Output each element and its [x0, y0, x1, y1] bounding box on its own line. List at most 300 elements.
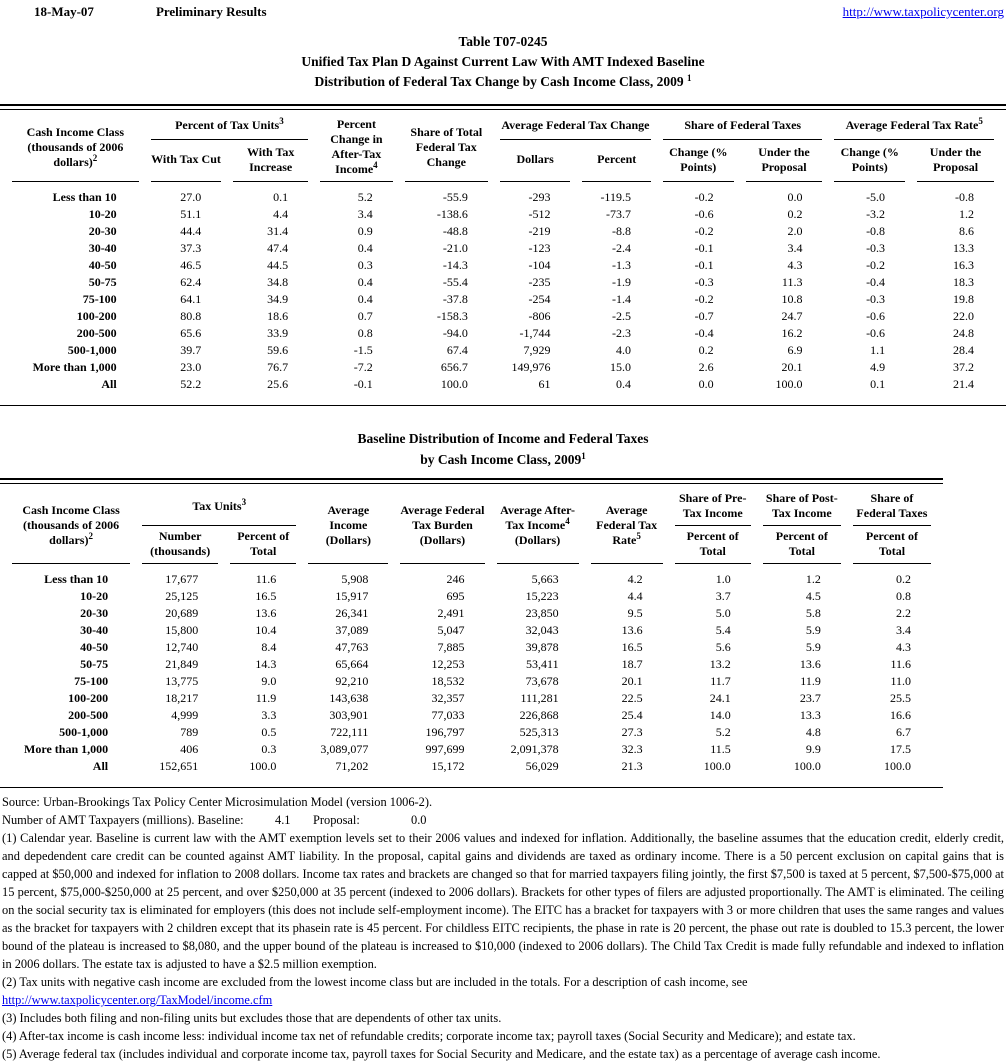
value-cell: 9.9 — [805, 742, 821, 756]
source-line: Source: Urban-Brookings Tax Policy Center Microsimulation Model (version 1006-2). — [2, 795, 433, 809]
value-cell: 1.0 — [715, 572, 731, 586]
amt-proposal-value: 0.0 — [411, 813, 427, 827]
value-cell: 0.4 — [357, 241, 373, 255]
col-header-percent-of-total: Percent of Total — [230, 526, 296, 564]
value-cell: -219 — [528, 224, 551, 238]
value-cell: 100.0 — [249, 759, 277, 773]
value-cell: 59.6 — [267, 343, 289, 357]
value-cell: 111,281 — [520, 691, 559, 705]
value-cell: 11.9 — [800, 674, 821, 688]
value-cell: 27.3 — [621, 725, 643, 739]
value-cell: 73,678 — [525, 674, 559, 688]
value-cell: 52.2 — [180, 377, 202, 391]
value-cell: 13.6 — [255, 606, 277, 620]
value-cell: -293 — [528, 190, 551, 204]
value-cell: 11.3 — [781, 275, 803, 289]
value-cell: 4.8 — [805, 725, 821, 739]
value-cell: 8.4 — [261, 640, 277, 654]
table-row — [12, 758, 931, 775]
value-cell: 525,313 — [519, 725, 559, 739]
footnotes-section — [0, 788, 1006, 1063]
value-cell: 0.4 — [357, 292, 373, 306]
footnote-5: (5) Average federal tax (includes individual and corporate income tax, payroll taxes for Social Security and Medicare, and the estate tax) as a percentage of average cash income. — [2, 1047, 881, 1061]
value-cell: -0.1 — [694, 241, 714, 255]
value-cell: 44.5 — [267, 258, 289, 272]
income-class-cell: 40-50 — [88, 258, 117, 272]
value-cell: -7.2 — [353, 360, 373, 374]
value-cell: 2,491 — [437, 606, 465, 620]
value-cell: 24.7 — [781, 309, 803, 323]
footnote-1: (1) Calendar year. Baseline is current law with the AMT exemption levels set to their 2006 values and indexed for inflation. Additionally, the baseline assumes that the education credit, elderly credit, and depedendent care credit can be counted against AMT liability. In the proposal, capital gains and dividends are taxed as ordinary income. There is a 50 percent exclusion on capital gains that is capped at $50,000 and indexed for inflation to 2008 dollars. Income tax rates and brackets are changed so that for married taxpayers filing jointly, the first $7,500 is taxed at 5 percent, $7,500-$75,000 at 15 percent, $75,000-$250,000 at 25 percent, and over $250,000 at 35 percent (indexed to 2006 dollars). Brackets for other types of filers are adjusted proportionally. The AMT is eliminated. The ceiling on the social security tax is eliminated for employers (this does not include self-employment income). The EITC has a bracket for taxpayers with 3 or more children that uses the same ranges and values as the bracket for taxpayers with 2 children except that its phasein rate is 45 percent. For childless EITC recipients, the phase in rate is 20 percent, the phase out rate is doubled to 15.3 percent, the lower bound of the plateau is increased to $8,080, and the upper bound of the plateau is increased to $10,000 (indexed to 2006 dollars). The Child Tax Credit is made fully refundable and indexed to inflation in 2006 dollars. The estate tax is adjusted to have a $2.5 million exemption. — [2, 831, 1004, 971]
value-cell: -2.3 — [612, 326, 631, 340]
value-cell: 25,125 — [165, 589, 199, 603]
value-cell: 226,868 — [519, 708, 559, 722]
table-row — [12, 342, 994, 359]
value-cell: -94.0 — [442, 326, 468, 340]
value-cell: 100.0 — [703, 759, 731, 773]
value-cell: 77,033 — [431, 708, 465, 722]
value-cell: -0.3 — [694, 275, 714, 289]
value-cell: 3.4 — [357, 207, 373, 221]
value-cell: 406 — [180, 742, 199, 756]
value-cell: 100.0 — [884, 759, 911, 773]
income-class-cell: Less than 10 — [44, 572, 109, 586]
value-cell: 5.0 — [715, 606, 731, 620]
value-cell: 18.7 — [621, 657, 643, 671]
value-cell: 33.9 — [267, 326, 289, 340]
value-cell: 27.0 — [180, 190, 202, 204]
value-cell: 3.3 — [261, 708, 277, 722]
table-row — [12, 605, 931, 622]
value-cell: 20,689 — [165, 606, 199, 620]
income-class-cell: 40-50 — [80, 640, 109, 654]
value-cell: -0.8 — [866, 224, 886, 238]
value-cell: 20.1 — [781, 360, 803, 374]
value-cell: 39,878 — [525, 640, 559, 654]
table-row — [12, 240, 994, 257]
value-cell: 44.4 — [180, 224, 202, 238]
income-class-cell: 10-20 — [80, 589, 109, 603]
value-cell: 2,091,378 — [510, 742, 559, 756]
value-cell: -0.6 — [866, 326, 886, 340]
value-cell: 0.0 — [698, 377, 714, 391]
value-cell: 23.7 — [799, 691, 821, 705]
col-header-cash-income-class: Cash Income Class (thousands of 2006 dollars)$^2$ — [12, 114, 139, 182]
col-group-tax-units: Tax Units$^3$ — [142, 488, 296, 526]
value-cell: 5.4 — [715, 623, 731, 637]
col-header-dollars: Dollars — [500, 140, 571, 182]
income-class-cell: More than 1,000 — [24, 742, 109, 756]
value-cell: 143,638 — [329, 691, 369, 705]
value-cell: 14.0 — [709, 708, 731, 722]
value-cell: 11.9 — [255, 691, 277, 705]
table-row — [12, 707, 931, 724]
value-cell: -55.9 — [442, 190, 468, 204]
footnote-4: (4) After-tax income is cash income less: individual income tax net of refundable credits; corporate income tax; payroll taxes (Social Security and Medicare); and estate tax. — [2, 1029, 856, 1043]
value-cell: -512 — [528, 207, 551, 221]
col-header-average-federal-tax-burden: Average Federal Tax Burden (Dollars) — [400, 488, 484, 564]
value-cell: 92,210 — [335, 674, 369, 688]
col-group-share-federal-taxes: Share of Federal Taxes — [853, 488, 931, 526]
value-cell: 722,111 — [330, 725, 369, 739]
value-cell: 100.0 — [440, 377, 468, 391]
income-class-cell: 500-1,000 — [59, 725, 109, 739]
value-cell: -1.9 — [612, 275, 631, 289]
value-cell: -104 — [528, 258, 551, 272]
value-cell: 4.9 — [870, 360, 886, 374]
footnote-3: (3) Includes both filing and non-filing units but excludes those that are dependents of other tax units. — [2, 1011, 502, 1025]
table-row — [12, 724, 931, 741]
value-cell: 32.3 — [621, 742, 643, 756]
value-cell: 10.8 — [781, 292, 803, 306]
value-cell: -55.4 — [442, 275, 468, 289]
table-row — [12, 564, 931, 588]
table-row — [12, 223, 994, 240]
value-cell: -21.0 — [442, 241, 468, 255]
income-class-cell: Less than 10 — [52, 190, 117, 204]
value-cell: 71,202 — [335, 759, 369, 773]
value-cell: 6.7 — [896, 725, 911, 739]
col-header-change-points: Change (% Points) — [834, 140, 905, 182]
table-row — [12, 325, 994, 342]
value-cell: -0.6 — [694, 207, 714, 221]
amt-proposal-label: Proposal: — [313, 813, 360, 827]
value-cell: -123 — [528, 241, 551, 255]
double-rule — [0, 478, 943, 484]
value-cell: 0.2 — [896, 572, 911, 586]
value-cell: 15.0 — [610, 360, 631, 374]
footnote-2: (2) Tax units with negative cash income are excluded from the lowest income class but are included in the totals. For a description of cash income, see — [2, 975, 748, 989]
value-cell: 51.1 — [180, 207, 202, 221]
col-header-number-thousands: Number (thousands) — [142, 526, 218, 564]
header-group-row — [12, 114, 994, 140]
col-group-share-pre-tax-income: Share of Pre-Tax Income — [675, 488, 751, 526]
value-cell: 32,043 — [525, 623, 559, 637]
value-cell: 15,917 — [335, 589, 369, 603]
col-header-average-after-tax-income: Average After-Tax Income$^4$ (Dollars) — [497, 488, 579, 564]
income-class-cell: 75-100 — [82, 292, 117, 306]
value-cell: 303,901 — [329, 708, 369, 722]
table-row — [12, 588, 931, 605]
table-row — [12, 376, 994, 393]
table-row — [12, 308, 994, 325]
value-cell: -0.3 — [866, 292, 886, 306]
value-cell: 7,929 — [523, 343, 551, 357]
value-cell: 25.6 — [267, 377, 289, 391]
value-cell: 0.2 — [787, 207, 803, 221]
value-cell: -0.2 — [694, 190, 714, 204]
income-class-cell: 50-75 — [80, 657, 109, 671]
value-cell: 5.9 — [805, 640, 821, 654]
table-row — [12, 656, 931, 673]
value-cell: -0.4 — [866, 275, 886, 289]
income-class-cell: 30-40 — [80, 623, 109, 637]
value-cell: -0.4 — [694, 326, 714, 340]
value-cell: -37.8 — [442, 292, 468, 306]
value-cell: 65,664 — [335, 657, 369, 671]
value-cell: 1.1 — [870, 343, 886, 357]
income-class-cell: 20-30 — [88, 224, 117, 238]
value-cell: 65.6 — [180, 326, 202, 340]
value-cell: 0.9 — [357, 224, 373, 238]
value-cell: 0.3 — [357, 258, 373, 272]
value-cell: 11.5 — [710, 742, 731, 756]
table-row — [12, 622, 931, 639]
value-cell: -806 — [528, 309, 551, 323]
value-cell: 25.4 — [621, 708, 643, 722]
value-cell: 24.1 — [709, 691, 731, 705]
taxpolicycenter-link[interactable]: http://www.taxpolicycenter.org — [842, 4, 1004, 19]
value-cell: -0.6 — [866, 309, 886, 323]
income-class-cell: 200-500 — [68, 708, 109, 722]
value-cell: -0.2 — [694, 224, 714, 238]
table-row — [12, 182, 994, 206]
value-cell: 0.1 — [273, 190, 289, 204]
value-cell: 4.4 — [627, 589, 643, 603]
col-header-share-total-change: Share of Total Federal Tax Change — [405, 114, 488, 182]
value-cell: 24.8 — [953, 326, 974, 340]
income-class-cell: 30-40 — [88, 241, 117, 255]
value-cell: 997,699 — [425, 742, 465, 756]
value-cell: -5.0 — [866, 190, 886, 204]
col-group-average-federal-tax-rate: Average Federal Tax Rate$^5$ — [834, 114, 994, 140]
value-cell: 14.3 — [255, 657, 277, 671]
value-cell: 0.2 — [698, 343, 714, 357]
col-header-percent-of-total: Percent of Total — [675, 526, 751, 564]
value-cell: 9.5 — [627, 606, 643, 620]
value-cell: 18.3 — [953, 275, 974, 289]
value-cell: 61 — [538, 377, 551, 391]
col-header-average-income: Average Income (Dollars) — [308, 488, 388, 564]
value-cell: 789 — [180, 725, 199, 739]
value-cell: 20.1 — [621, 674, 643, 688]
baseline-table-wrapper — [0, 478, 943, 788]
value-cell: -138.6 — [436, 207, 468, 221]
col-header-percent: Percent — [582, 140, 651, 182]
value-cell: 5.8 — [805, 606, 821, 620]
value-cell: 5.2 — [357, 190, 373, 204]
value-cell: 15,172 — [431, 759, 465, 773]
value-cell: -0.8 — [955, 190, 974, 204]
value-cell: 13.3 — [799, 708, 821, 722]
table-row — [12, 359, 994, 376]
value-cell: 695 — [446, 589, 465, 603]
value-cell: 196,797 — [425, 725, 465, 739]
value-cell: 1.2 — [805, 572, 821, 586]
value-cell: 4,999 — [171, 708, 199, 722]
value-cell: 17,677 — [165, 572, 199, 586]
value-cell: 2.6 — [698, 360, 714, 374]
value-cell: 37.2 — [953, 360, 974, 374]
value-cell: 0.8 — [896, 589, 911, 603]
value-cell: 4.3 — [896, 640, 911, 654]
value-cell: 149,976 — [511, 360, 551, 374]
value-cell: 0.7 — [357, 309, 373, 323]
value-cell: -8.8 — [612, 224, 631, 238]
value-cell: 9.0 — [261, 674, 277, 688]
value-cell: 152,651 — [159, 759, 199, 773]
value-cell: 0.4 — [357, 275, 373, 289]
header-sub-row — [12, 140, 994, 182]
value-cell: 28.4 — [953, 343, 974, 357]
value-cell: 5.2 — [715, 725, 731, 739]
value-cell: 3.4 — [787, 241, 803, 255]
value-cell: 16.5 — [621, 640, 643, 654]
value-cell: 12,253 — [431, 657, 465, 671]
value-cell: 64.1 — [180, 292, 202, 306]
col-header-percent-of-total: Percent of Total — [853, 526, 931, 564]
value-cell: 0.1 — [870, 377, 886, 391]
value-cell: 4.0 — [616, 343, 631, 357]
value-cell: 11.0 — [890, 674, 911, 688]
value-cell: 4.5 — [805, 589, 821, 603]
header-group-row — [12, 488, 931, 526]
value-cell: 11.6 — [890, 657, 911, 671]
tax-change-table-body — [12, 182, 994, 393]
value-cell: 1.2 — [959, 207, 974, 221]
income-class-cell: 20-30 — [80, 606, 109, 620]
value-cell: 3,089,077 — [320, 742, 369, 756]
value-cell: 39.7 — [180, 343, 202, 357]
value-cell: 15,800 — [165, 623, 199, 637]
plan-title: Unified Tax Plan D Against Current Law With AMT Indexed Baseline — [301, 54, 705, 69]
page-title — [0, 32, 1006, 92]
value-cell: -73.7 — [606, 207, 631, 221]
value-cell: 22.0 — [953, 309, 974, 323]
value-cell: 5,663 — [531, 572, 559, 586]
income-definition-link[interactable]: http://www.taxpolicycenter.org/TaxModel/income.cfm — [2, 993, 273, 1007]
value-cell: 25.5 — [890, 691, 911, 705]
value-cell: 5.6 — [715, 640, 731, 654]
value-cell: 13.6 — [621, 623, 643, 637]
value-cell: 0.0 — [787, 190, 803, 204]
col-header-with-tax-increase: With Tax Increase — [233, 140, 308, 182]
value-cell: -0.2 — [866, 258, 886, 272]
value-cell: 53,411 — [526, 657, 559, 671]
value-cell: 0.4 — [616, 377, 631, 391]
value-cell: -2.4 — [612, 241, 631, 255]
value-cell: -0.3 — [866, 241, 886, 255]
income-class-cell: 500-1,000 — [67, 343, 117, 357]
value-cell: 246 — [446, 572, 465, 586]
value-cell: 3.4 — [896, 623, 911, 637]
baseline-table — [0, 488, 943, 775]
value-cell: 16.3 — [953, 258, 974, 272]
value-cell: -0.1 — [353, 377, 373, 391]
value-cell: 16.6 — [890, 708, 911, 722]
value-cell: 11.7 — [710, 674, 731, 688]
value-cell: 4.4 — [273, 207, 289, 221]
value-cell: 6.9 — [787, 343, 803, 357]
value-cell: 21.4 — [953, 377, 974, 391]
income-class-cell: 200-500 — [76, 326, 117, 340]
value-cell: 37.3 — [180, 241, 202, 255]
value-cell: 13,775 — [165, 674, 199, 688]
value-cell: 0.3 — [261, 742, 277, 756]
value-cell: -2.5 — [612, 309, 631, 323]
value-cell: 18.6 — [267, 309, 289, 323]
tax-change-table-wrapper — [0, 104, 1006, 406]
value-cell: -1.3 — [612, 258, 631, 272]
col-header-average-federal-tax-rate: Average Federal Tax Rate$^5$ — [591, 488, 663, 564]
value-cell: 19.8 — [953, 292, 974, 306]
value-cell: 37,089 — [335, 623, 369, 637]
value-cell: 4.3 — [787, 258, 803, 272]
value-cell: 4.2 — [627, 572, 643, 586]
value-cell: 10.4 — [255, 623, 277, 637]
value-cell: -0.2 — [694, 292, 714, 306]
baseline-title-line2: by Cash Income Class, 2009$^1$ — [420, 451, 586, 467]
value-cell: -1.4 — [612, 292, 631, 306]
value-cell: 5.9 — [805, 623, 821, 637]
income-class-cell: 100-200 — [68, 691, 109, 705]
value-cell: -254 — [528, 292, 551, 306]
baseline-table-title — [0, 428, 1006, 470]
value-cell: 67.4 — [446, 343, 468, 357]
value-cell: 16.2 — [781, 326, 803, 340]
top-bar — [0, 0, 1006, 20]
value-cell: 5,908 — [341, 572, 369, 586]
value-cell: 2.0 — [787, 224, 803, 238]
value-cell: 100.0 — [775, 377, 803, 391]
value-cell: -1,744 — [519, 326, 551, 340]
value-cell: 80.8 — [180, 309, 202, 323]
value-cell: -119.5 — [600, 190, 631, 204]
table-number-title: Table T07-0245 — [458, 34, 548, 49]
value-cell: 13.6 — [799, 657, 821, 671]
col-header-cash-income-class: Cash Income Class (thousands of 2006 dollars)$^2$ — [12, 488, 130, 564]
table-row — [12, 741, 931, 758]
value-cell: 3.7 — [715, 589, 731, 603]
value-cell: -235 — [528, 275, 551, 289]
value-cell: 11.6 — [255, 572, 277, 586]
value-cell: 32,357 — [431, 691, 465, 705]
value-cell: -0.1 — [694, 258, 714, 272]
preliminary-results-label: Preliminary Results — [155, 4, 267, 19]
income-class-cell: More than 1,000 — [32, 360, 117, 374]
income-class-cell: 100-200 — [76, 309, 117, 323]
distribution-title: Distribution of Federal Tax Change by Cash Income Class, 2009 $^1$ — [314, 73, 692, 89]
value-cell: 76.7 — [267, 360, 289, 374]
income-class-cell: All — [101, 377, 117, 391]
value-cell: -0.7 — [694, 309, 714, 323]
value-cell: 21.3 — [621, 759, 643, 773]
value-cell: 18,217 — [165, 691, 199, 705]
value-cell: 23.0 — [180, 360, 202, 374]
value-cell: 22.5 — [621, 691, 643, 705]
col-header-percent-of-total: Percent of Total — [763, 526, 841, 564]
table-row — [12, 639, 931, 656]
baseline-table-body — [12, 564, 931, 775]
table-row — [12, 206, 994, 223]
value-cell: 100.0 — [793, 759, 821, 773]
report-date: 18-May-07 — [34, 4, 94, 19]
value-cell: 0.8 — [357, 326, 373, 340]
value-cell: 18,532 — [431, 674, 465, 688]
value-cell: 13.3 — [953, 241, 974, 255]
table-row — [12, 673, 931, 690]
income-class-cell: All — [92, 759, 109, 773]
double-rule — [0, 104, 1006, 110]
income-class-cell: 10-20 — [88, 207, 117, 221]
amt-taxpayers-line — [2, 811, 1004, 829]
table-row — [12, 690, 931, 707]
value-cell: -3.2 — [866, 207, 886, 221]
value-cell: 62.4 — [180, 275, 202, 289]
value-cell: 34.9 — [267, 292, 289, 306]
col-header-with-tax-cut: With Tax Cut — [151, 140, 222, 182]
value-cell: 47,763 — [335, 640, 369, 654]
